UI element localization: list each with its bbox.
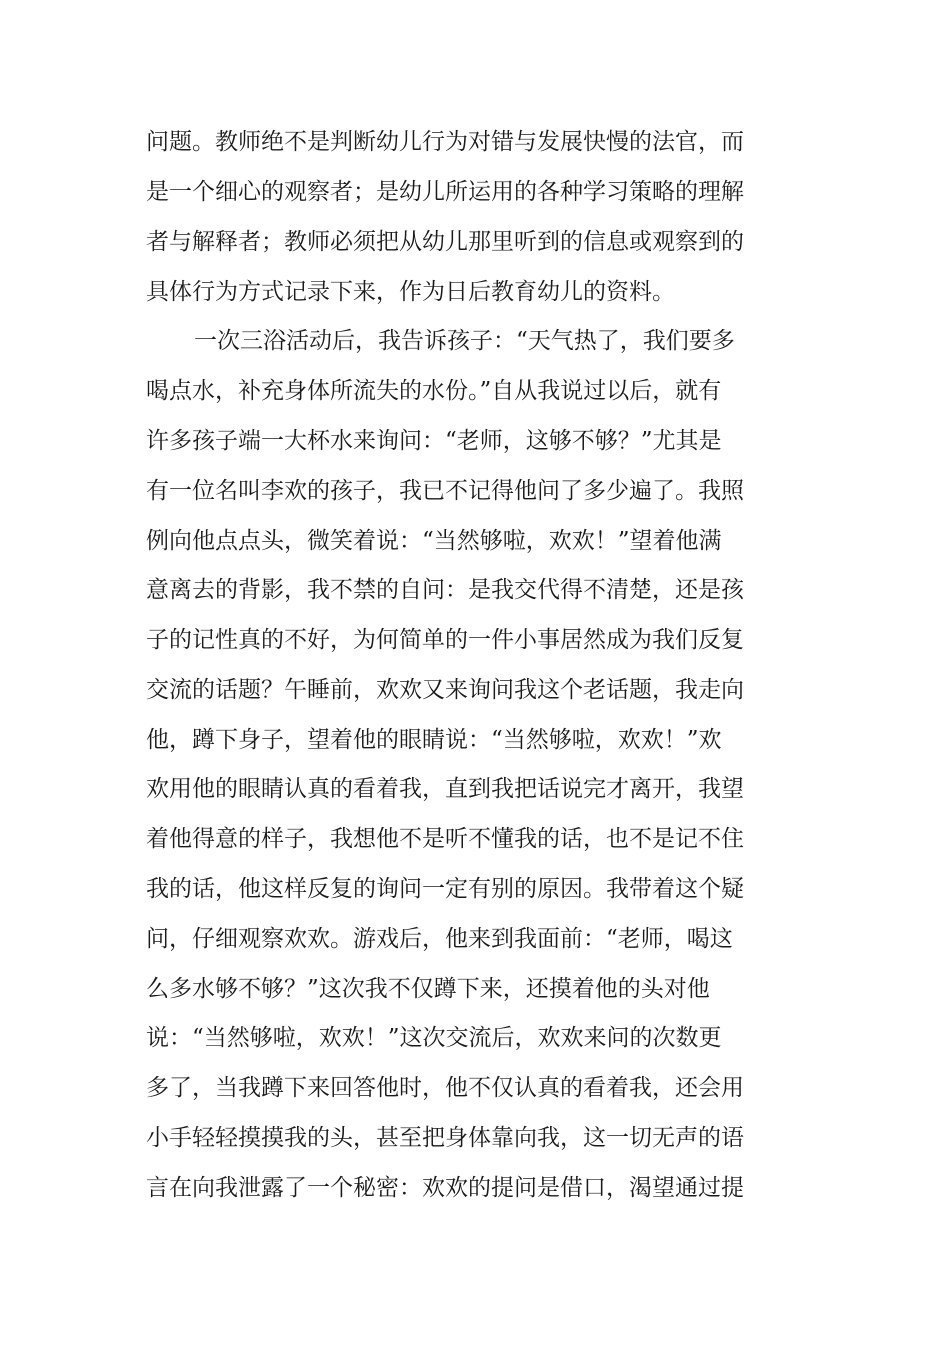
paragraph-2-line-11: 着他得意的样子，我想他不是听不懂我的话，也不是记不住 <box>146 826 744 852</box>
paragraph-2-line-10: 欢用他的眼睛认真的看着我，直到我把话说完才离开，我望 <box>146 776 744 802</box>
paragraph-1-line-4: 具体行为方式记录下来，作为日后教育幼儿的资料。 <box>146 279 675 305</box>
paragraph-2-line-18: 言在向我泄露了一个秘密：欢欢的提问是借口，渴望通过提 <box>146 1175 744 1201</box>
paragraph-2-line-8: 交流的话题？午睡前，欢欢又来询问我这个老话题，我走向 <box>146 677 744 703</box>
paragraph-2-line-4: 有一位名叫李欢的孩子，我已不记得他问了多少遍了。我照 <box>146 478 744 504</box>
paragraph-2-line-9: 他，蹲下身子，望着他的眼睛说：“当然够啦，欢欢！”欢 <box>146 727 722 753</box>
paragraph-2-line-17: 小手轻轻摸摸我的头，甚至把身体靠向我，这一切无声的语 <box>146 1125 744 1151</box>
paragraph-2-line-1: 一次三浴活动后，我告诉孩子：“天气热了，我们要多 <box>194 328 735 354</box>
paragraph-2-line-12: 我的话，他这样反复的询问一定有别的原因。我带着这个疑 <box>146 876 744 902</box>
paragraph-2-line-7: 子的记性真的不好，为何简单的一件小事居然成为我们反复 <box>146 627 744 653</box>
paragraph-2-line-14: 么多水够不够？”这次我不仅蹲下来，还摸着他的头对他 <box>146 976 710 1002</box>
paragraph-1-line-2: 是一个细心的观察者；是幼儿所运用的各种学习策略的理解 <box>146 179 744 205</box>
paragraph-2-line-15: 说：“当然够啦，欢欢！”这次交流后，欢欢来问的次数更 <box>146 1025 722 1051</box>
paragraph-2-line-5: 例向他点点头，微笑着说：“当然够啦，欢欢！”望着他满 <box>146 528 722 554</box>
paragraph-1-line-3: 者与解释者；教师必须把从幼儿那里听到的信息或观察到的 <box>146 229 744 255</box>
paragraph-2-line-3: 许多孩子端一大杯水来询问：“老师，这够不够？”尤其是 <box>146 428 722 454</box>
paragraph-2-line-6: 意离去的背影，我不禁的自问：是我交代得不清楚，还是孩 <box>146 577 744 603</box>
paragraph-2-line-16: 多了，当我蹲下来回答他时，他不仅认真的看着我，还会用 <box>146 1075 744 1101</box>
paragraph-1-line-1: 问题。教师绝不是判断幼儿行为对错与发展快慢的法官，而 <box>146 129 744 155</box>
paragraph-2-line-2: 喝点水，补充身体所流失的水份。”自从我说过以后，就有 <box>146 378 722 404</box>
paragraph-2-line-13: 问，仔细观察欢欢。游戏后，他来到我面前：“老师，喝这 <box>146 926 733 952</box>
